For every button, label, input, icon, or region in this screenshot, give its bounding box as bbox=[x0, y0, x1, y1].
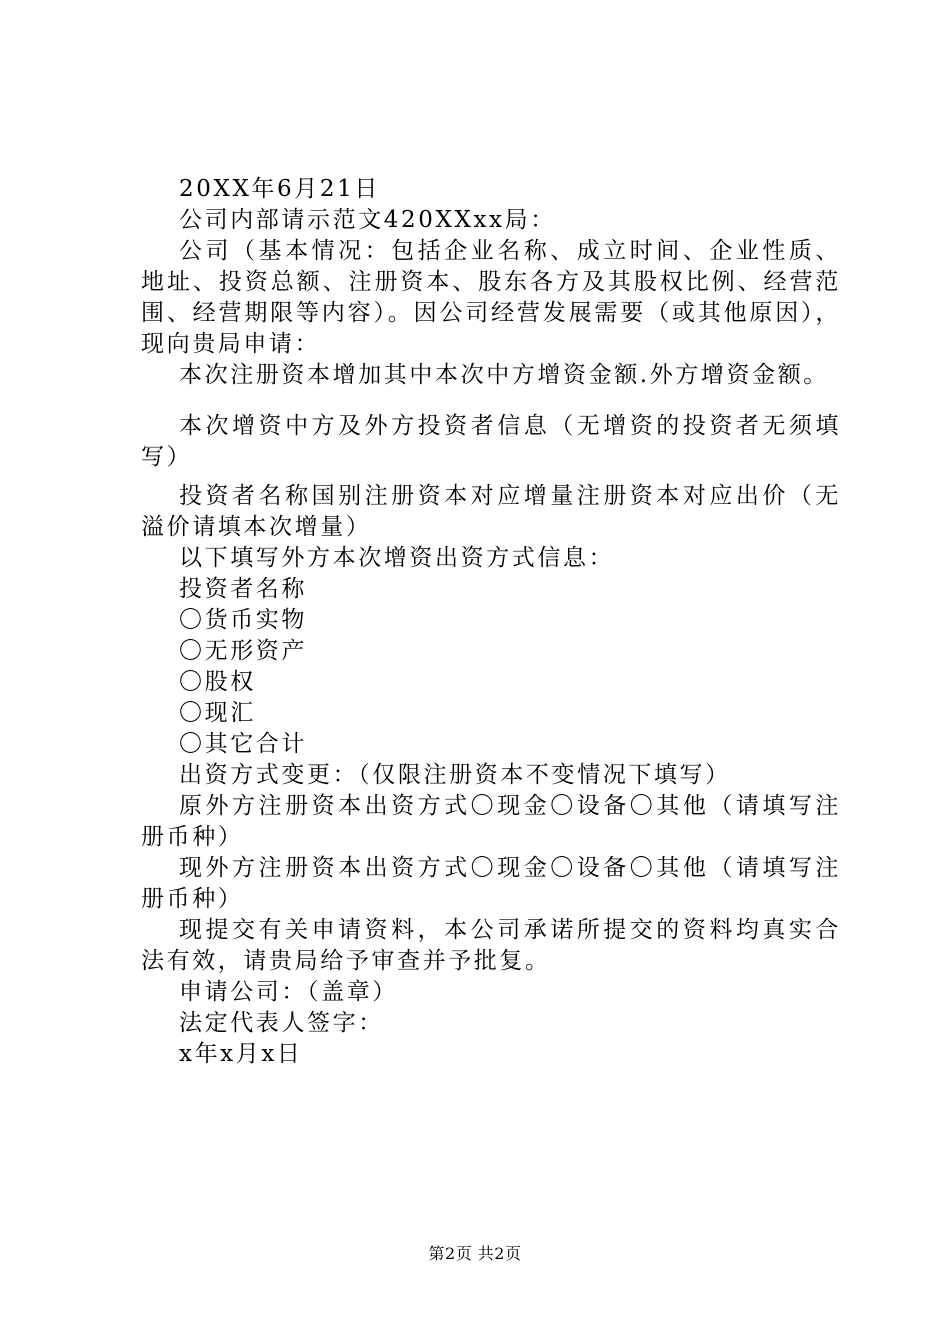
date-line: 20XX年6月21日 bbox=[179, 176, 380, 202]
basic-info-paragraph: 公司（基本情况：包括企业名称、成立时间、企业性质、地址、投资总额、注册资本、股东各方及其股权比例、经营范围、经营期限等内容）。因公司经营发展需要（或其他原因），现向贵局申请： bbox=[141, 238, 841, 357]
current-contribution-paragraph: 现外方注册资本出资方式〇现金〇设备〇其他（请填写注册币种） bbox=[141, 855, 841, 912]
recipient-line: 公司内部请示范文420XXxx局： bbox=[179, 207, 556, 233]
option-intangible-assets: 〇无形资产 bbox=[179, 638, 307, 664]
applicant-company-line: 申请公司：（盖章） bbox=[179, 979, 398, 1005]
contribution-method-heading: 以下填写外方本次增资出资方式信息： bbox=[179, 545, 615, 571]
option-equity: 〇股权 bbox=[179, 669, 256, 695]
option-other-total: 〇其它合计 bbox=[179, 731, 307, 757]
investor-name-label: 投资者名称 bbox=[179, 576, 307, 602]
submission-statement-paragraph: 现提交有关申请资料，本公司承诺所提交的资料均真实合法有效，请贵局给予审查并予批复。 bbox=[141, 917, 841, 974]
document-body bbox=[141, 174, 841, 1070]
legal-representative-line: 法定代表人签字： bbox=[179, 1010, 384, 1036]
investor-info-paragraph: 本次增资中方及外方投资者信息（无增资的投资者无须填写） bbox=[141, 413, 841, 470]
capital-increase-paragraph: 本次注册资本增加其中本次中方增资金额.外方增资金额。 bbox=[179, 362, 829, 388]
page-number-footer: 第2页 共2页 bbox=[428, 1244, 522, 1263]
option-cash-exchange: 〇现汇 bbox=[179, 700, 256, 726]
contribution-change-heading: 出资方式变更：（仅限注册资本不变情况下填写） bbox=[179, 762, 731, 788]
signature-date-line: x年x月x日 bbox=[179, 1041, 303, 1067]
option-currency-goods: 〇货币实物 bbox=[179, 607, 307, 633]
investor-table-paragraph: 投资者名称国别注册资本对应增量注册资本对应出价（无溢价请填本次增量） bbox=[141, 483, 841, 540]
original-contribution-paragraph: 原外方注册资本出资方式〇现金〇设备〇其他（请填写注册币种） bbox=[141, 793, 841, 850]
